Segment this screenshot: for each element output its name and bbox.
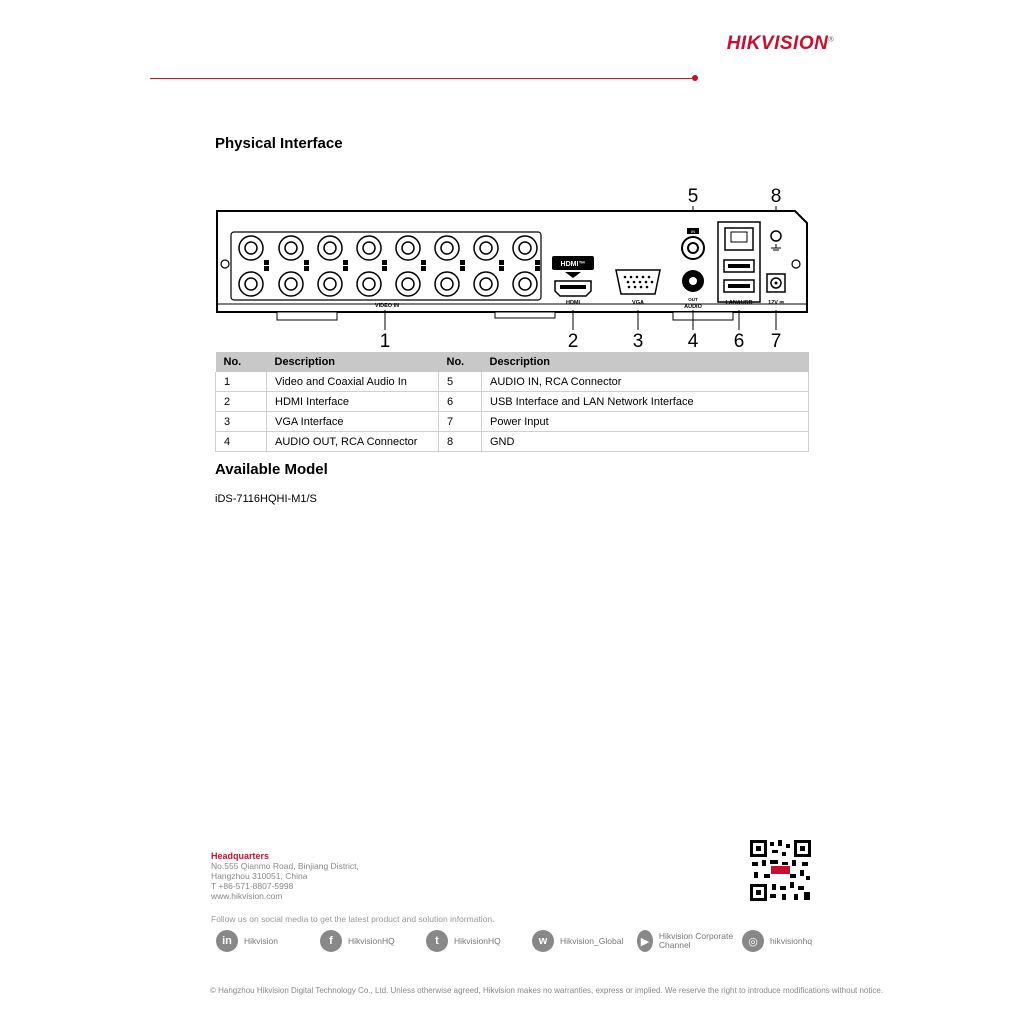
address-line: No.555 Qianmo Road, Binjiang District, [211, 861, 359, 871]
vga-port [616, 270, 660, 294]
cell: AUDIO IN, RCA Connector [482, 372, 809, 392]
social-youtube[interactable] [637, 930, 737, 952]
cell: 2 [216, 392, 267, 412]
linkedin-icon: in [216, 930, 238, 952]
cell: HDMI Interface [267, 392, 439, 412]
social-label: Hikvision [244, 936, 279, 946]
label-audio-in: IN [691, 229, 695, 234]
physical-interface-heading: Physical Interface [215, 135, 343, 152]
cell: 1 [216, 372, 267, 392]
table-row [216, 372, 809, 392]
callout-6: 6 [733, 331, 745, 352]
label-hdmi-badge: HDMI™ [560, 261, 586, 268]
cell: 6 [439, 392, 482, 412]
table-row [216, 432, 809, 452]
headquarters-block [211, 851, 359, 901]
qr-code [750, 840, 811, 901]
label-power: 12V ⎓ [768, 300, 784, 306]
social-label: HikvisionHQ [454, 936, 501, 946]
social-instagram[interactable] [742, 930, 812, 952]
phone: T +86-571-8807-5998 [211, 881, 294, 891]
label-video-in: VIDEO IN [374, 303, 400, 309]
follow-text: Follow us on social media to get the latest product and solution information. [211, 914, 495, 924]
social-linkedin[interactable] [216, 930, 278, 952]
address-line: Hangzhou 310051, China [211, 871, 308, 881]
col-description-2: Description [482, 352, 809, 372]
label-audio: AUDIO [684, 304, 702, 310]
header-rule [150, 78, 692, 79]
callout-1: 1 [379, 331, 391, 352]
cell: Power Input [482, 412, 809, 432]
gnd-terminal [771, 231, 781, 241]
social-twitter[interactable] [426, 930, 501, 952]
lan-port [725, 228, 753, 250]
hq-title: Headquarters [211, 851, 270, 861]
interface-table [215, 352, 809, 452]
cell: GND [482, 432, 809, 452]
facebook-icon: f [320, 930, 342, 952]
cell: 4 [216, 432, 267, 452]
social-label: Hikvision Corporate Channel [658, 931, 734, 950]
callout-3: 3 [632, 331, 644, 352]
rear-panel-diagram [205, 180, 825, 352]
callout-4: 4 [687, 331, 699, 352]
wechat-icon: w [532, 930, 554, 952]
social-label: Hikvision_Global [560, 936, 624, 946]
social-label: HikvisionHQ [348, 936, 395, 946]
label-audio-out: OUT [688, 297, 698, 302]
social-wechat[interactable] [532, 930, 623, 952]
label-hdmi: HDMI [565, 300, 581, 306]
col-no: No. [216, 352, 267, 372]
label-lan-usb: LAN&USB [725, 300, 753, 306]
cell: 3 [216, 412, 267, 432]
cell: 7 [439, 412, 482, 432]
cell: USB Interface and LAN Network Interface [482, 392, 809, 412]
twitter-icon: t [426, 930, 448, 952]
callout-8: 8 [770, 186, 782, 207]
hikvision-logo: HIKVISION® [726, 33, 834, 54]
cell: AUDIO OUT, RCA Connector [267, 432, 439, 452]
social-label: hikvisionhq [770, 936, 813, 946]
callout-5: 5 [687, 186, 699, 207]
table-row [216, 392, 809, 412]
cell: Video and Coaxial Audio In [267, 372, 439, 392]
available-model-heading: Available Model [215, 461, 328, 478]
cell: 5 [439, 372, 482, 392]
copyright: © Hangzhou Hikvision Digital Technology Co., Ltd. Unless otherwise agreed, Hikvision makes no warranties, express or implied. We reserve the right to introduce modifications without notice. [210, 986, 884, 995]
cell: VGA Interface [267, 412, 439, 432]
website-link[interactable]: www.hikvision.com [211, 891, 283, 901]
instagram-icon: ◎ [742, 930, 764, 952]
col-description: Description [267, 352, 439, 372]
cell: 8 [439, 432, 482, 452]
model-number: iDS-7116HQHI-M1/S [215, 493, 317, 505]
table-row [216, 412, 809, 432]
header-rule-dot [692, 75, 698, 81]
col-no-2: No. [439, 352, 482, 372]
social-facebook[interactable] [320, 930, 395, 952]
callout-7: 7 [770, 331, 782, 352]
callout-2: 2 [567, 331, 579, 352]
table-header-row [216, 352, 809, 372]
youtube-icon: ▶ [637, 930, 653, 952]
label-vga: VGA [632, 300, 644, 306]
